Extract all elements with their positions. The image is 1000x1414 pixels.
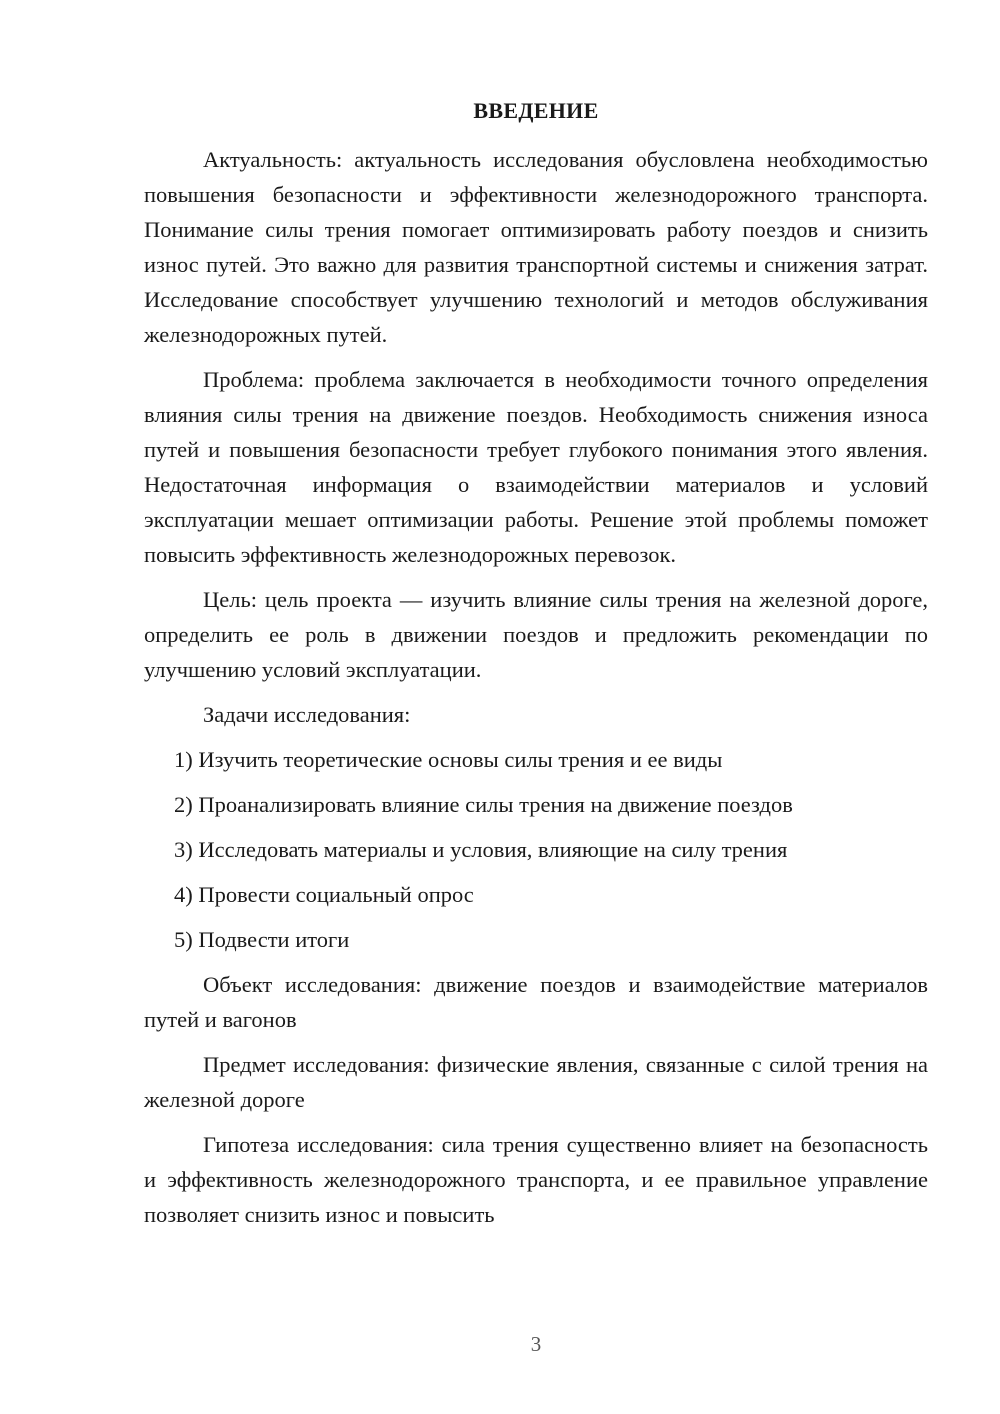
task-item: 5) Подвести итоги [174,927,350,952]
section-title: ВВЕДЕНИЕ [473,98,599,123]
body-text [144,142,928,1242]
task-item: 2) Проанализировать влияние силы трения на движение поездов [174,792,793,817]
paragraph-relevance: Актуальность: актуальность исследования обусловлена необходимостью повышения безопасности и эффективности железнодорожного транспорта. Понимание силы трения помогает оптимизировать работу поездов и снизить износ путей. Это важно для развития транспортной системы и снижения затрат. Исследование способствует улучшению технологий и методов обслуживания железнодорожных путей. [144,147,928,347]
task-item: 3) Исследовать материалы и условия, влияющие на силу трения [174,837,788,862]
page-number: 3 [530,1332,542,1356]
task-item: 1) Изучить теоретические основы силы трения и ее виды [174,747,723,772]
paragraph-subject: Предмет исследования: физические явления, связанные с силой трения на железной дороге [144,1052,928,1112]
tasks-heading: Задачи исследования: [203,702,411,727]
paragraph-problem: Проблема: проблема заключается в необходимости точного определения влияния силы трения на движение поездов. Необходимость снижения износа путей и повышения безопасности требует глубокого понимания этого явления. Недостаточная информация о взаимодействии материалов и условий эксплуатации мешает оптимизации работы. Решение этой проблемы поможет повысить эффективность железнодорожных перевозок. [144,367,928,567]
document-page [144,0,928,1414]
paragraph-hypothesis: Гипотеза исследования: сила трения существенно влияет на безопасность и эффективность железнодорожного транспорта, и ее правильное управление позволяет снизить износ и повысить [144,1132,928,1227]
paragraph-goal: Цель: цель проекта — изучить влияние силы трения на железной дороге, определить ее роль в движении поездов и предложить рекомендации по улучшению условий эксплуатации. [144,587,928,682]
task-item: 4) Провести социальный опрос [174,882,474,907]
paragraph-object: Объект исследования: движение поездов и взаимодействие материалов путей и вагонов [144,972,928,1032]
